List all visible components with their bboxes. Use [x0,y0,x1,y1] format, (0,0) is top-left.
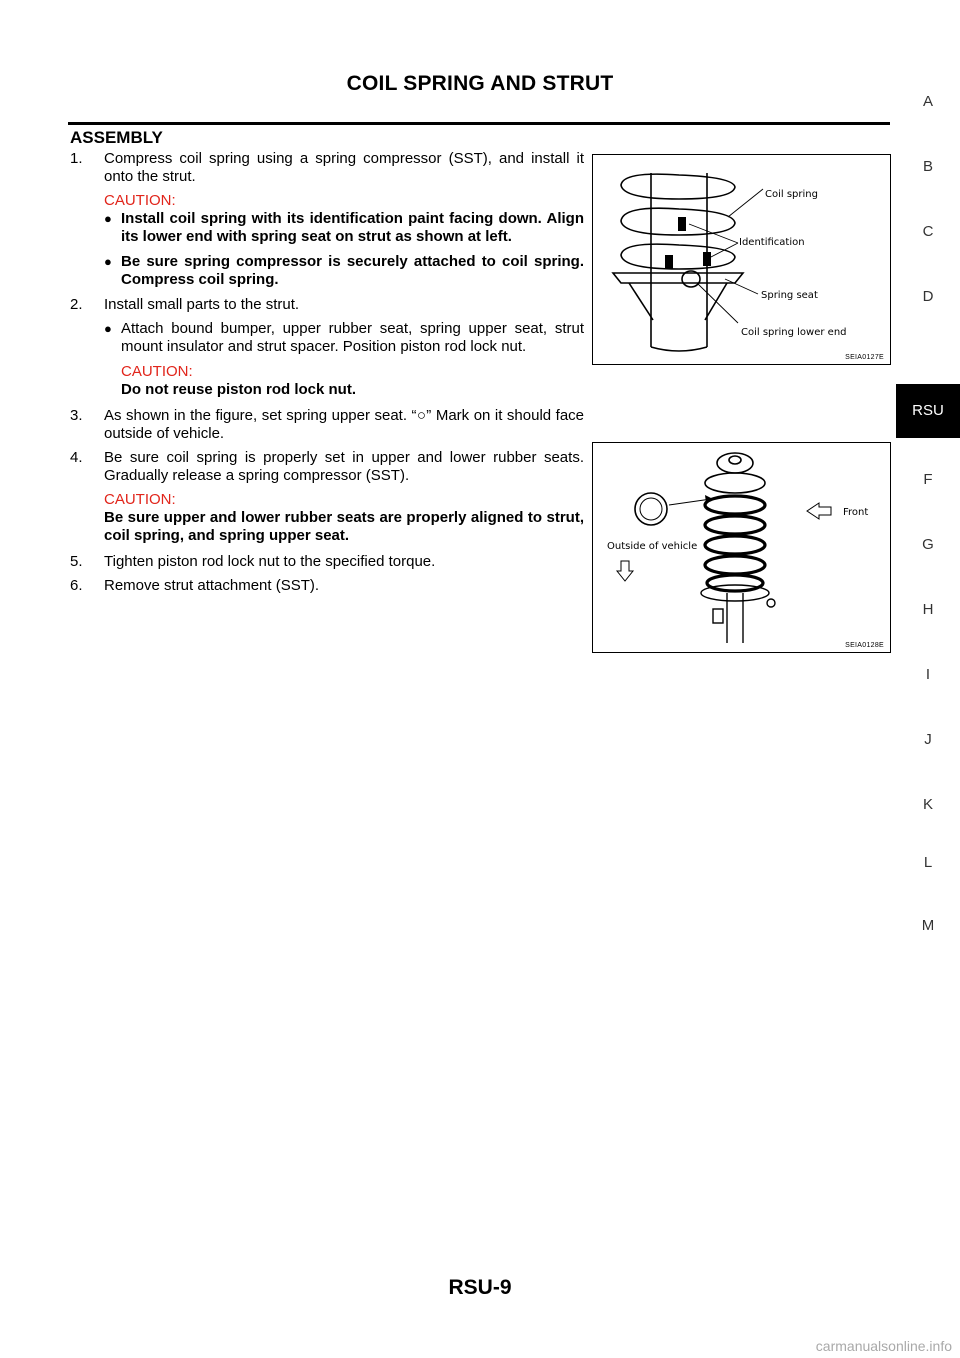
nav-item-c[interactable]: C [922,223,934,240]
nav-item-b[interactable]: B [922,158,933,175]
label-lower-end: Coil spring lower end [741,327,847,338]
step-2 [70,296,584,399]
step-3 [70,407,584,443]
figure-code: SEIA0128E [845,642,884,649]
step-number: 1. [70,150,83,167]
title-rule [68,122,890,125]
caution-text: Be sure upper and lower rubber seats are properly aligned to strut, coil spring, and spring upper seat. [104,509,584,544]
nav-item-h[interactable]: H [922,601,934,618]
paint-mark-icon [703,252,711,266]
bullet-dot-icon: ● [104,254,112,269]
nav-item-d[interactable]: D [922,288,934,305]
nav-item-a[interactable]: A [922,93,933,110]
step-number: 6. [70,577,83,594]
nav-item-rsu-active[interactable]: RSU [896,384,960,438]
step-bullet [104,320,584,356]
step-5 [70,553,584,571]
page-title: COIL SPRING AND STRUT [346,72,614,95]
figure-coil-spring-strut [592,154,891,365]
step-1 [70,150,584,289]
coil-spring-illustration [593,155,890,364]
label-spring-seat: Spring seat [761,290,818,301]
procedure-body [70,150,584,601]
bullet-dot-icon: ● [104,211,112,226]
section-heading: ASSEMBLY [70,128,163,147]
section-index-nav [896,0,960,1358]
caution-block [104,491,584,545]
nav-item-j[interactable]: J [924,731,932,748]
bullet-text: Attach bound bumper, upper rubber seat, spring upper seat, strut mount insulator and strut spacer. Position piston rod lock nut. [121,320,584,355]
label-identification: Identification [739,237,805,248]
caution-bullet [104,253,584,289]
step-number: 3. [70,407,83,424]
bullet-dot-icon: ● [104,321,112,336]
nav-item-l[interactable]: L [923,854,933,871]
step-number: 2. [70,296,83,313]
nav-item-g[interactable]: G [922,536,934,553]
nav-item-i[interactable]: I [925,666,931,683]
step-text: Install small parts to the strut. [104,296,300,313]
label-front: Front [843,507,869,518]
step-text: Remove strut attachment (SST). [104,577,320,594]
caution-bullet [104,210,584,246]
bullet-text: Be sure spring compressor is securely attached to coil spring. Compress coil spring. [121,253,584,288]
figure-code: SEIA0127E [845,354,884,361]
step-number: 5. [70,553,83,570]
step-text: Tighten piston rod lock nut to the specified torque. [104,553,436,570]
bullet-text: Install coil spring with its identification paint facing down. Align its lower end with spring seat on strut as shown at left. [121,210,584,245]
figure-strut-orientation [592,442,891,653]
nav-item-f[interactable]: F [923,471,933,488]
step-text: Compress coil spring using a spring compressor (SST), and install it onto the strut. [104,150,584,185]
page-number: RSU-9 [448,1276,512,1299]
label-outside-of-vehicle: Outside of vehicle [607,541,698,552]
step-6 [70,577,584,595]
nav-item-k[interactable]: K [922,796,933,813]
step-text: As shown in the figure, set spring upper seat. “○” Mark on it should face outside of vehicle. [104,407,584,442]
arrow-down-icon [617,561,633,581]
step-number: 4. [70,449,83,466]
caution-label: CAUTION: [121,363,193,380]
nav-item-m[interactable]: M [921,917,935,934]
label-coil-spring: Coil spring [765,189,818,200]
paint-mark-icon [665,255,673,269]
caution-text: Do not reuse piston rod lock nut. [121,381,357,398]
caution-block [104,363,584,399]
caution-label: CAUTION: [104,192,176,209]
strut-assembly-illustration [593,443,890,652]
arrow-left-icon [807,503,831,519]
step-text: Be sure coil spring is properly set in upper and lower rubber seats. Gradually release a spring compressor (SST). [104,449,584,484]
step-4 [70,449,584,545]
watermark[interactable]: carmanualsonline.info [815,1338,952,1354]
paint-mark-icon [678,217,686,231]
caution-label: CAUTION: [104,491,176,508]
